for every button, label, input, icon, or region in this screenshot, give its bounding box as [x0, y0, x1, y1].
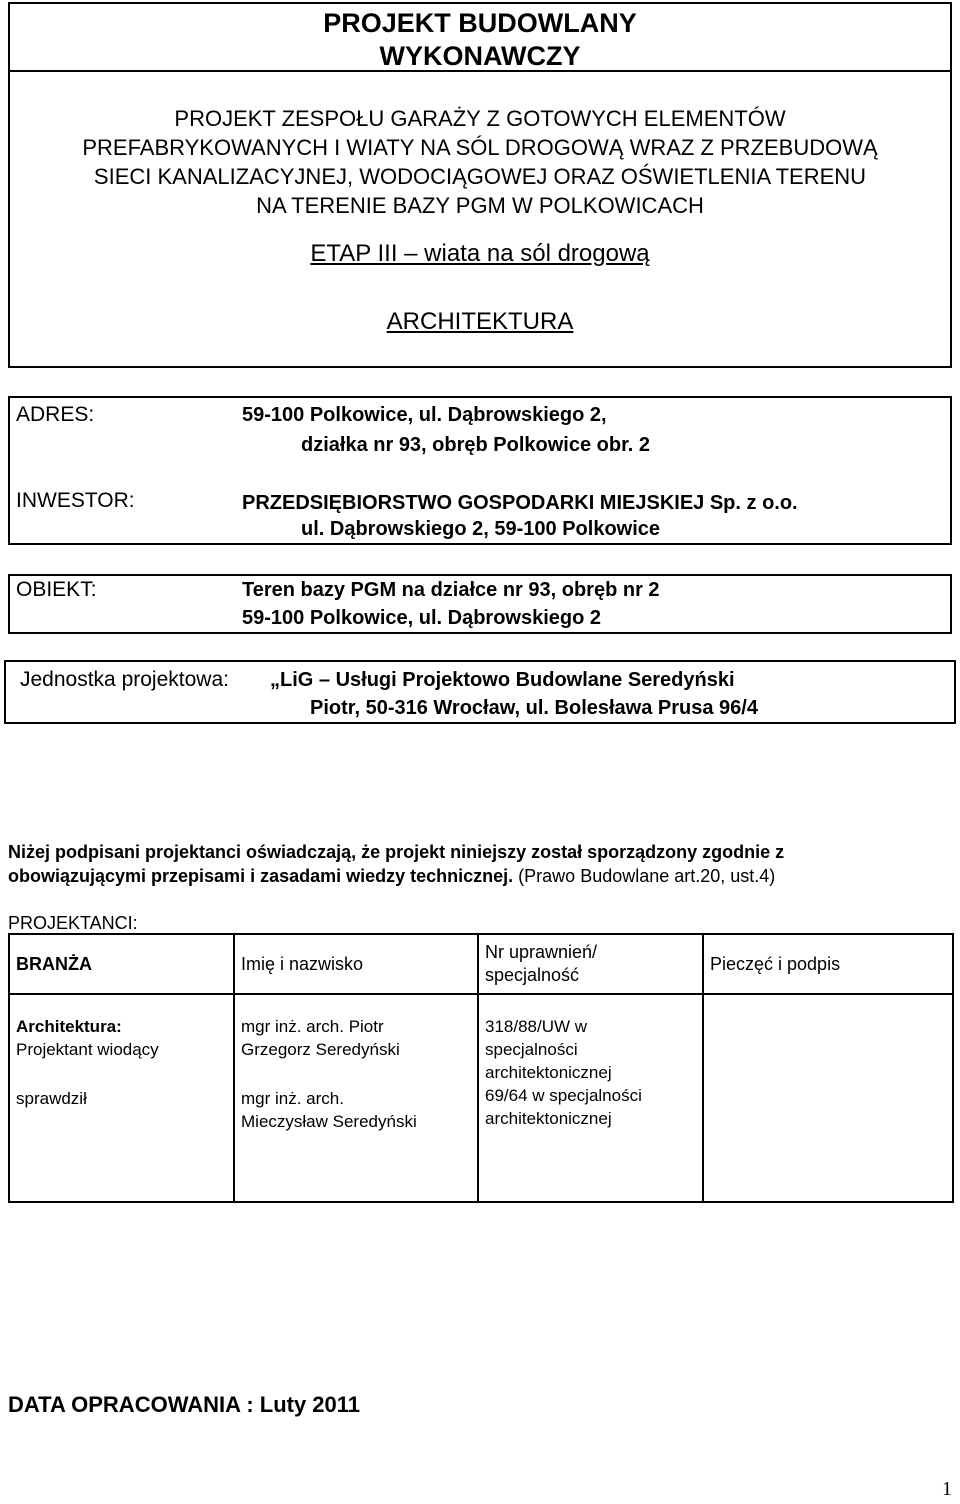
address-line2: działka nr 93, obręb Polkowice obr. 2 — [301, 434, 651, 456]
header-license-line1: Nr uprawnień/ — [485, 942, 598, 962]
row1-license-line3: architektonicznej — [485, 1063, 612, 1082]
header-license — [478, 934, 703, 994]
project-stage: ETAP III – wiata na sól drogową — [310, 240, 650, 267]
row1-name-line1: mgr inż. arch. Piotr — [241, 1017, 384, 1036]
project-title-line2: PREFABRYKOWANYCH I WIATY NA SÓL DROGOWĄ WRAZ Z PRZEBUDOWĄ — [82, 135, 878, 160]
object-line2: 59-100 Polkowice, ul. Dąbrowskiego 2 — [242, 607, 602, 629]
document-title-line1: PROJEKT BUDOWLANY — [323, 8, 637, 38]
row2-role: sprawdził — [16, 1089, 87, 1108]
row1-license-line2: specjalności — [485, 1040, 578, 1059]
object-label: OBIEKT: — [16, 578, 97, 601]
row-branch-cell — [9, 994, 234, 1202]
row-name-cell — [234, 994, 478, 1202]
row1-name-line2: Grzegorz Seredyński — [241, 1040, 400, 1059]
investor-line1: PRZEDSIĘBIORSTWO GOSPODARKI MIEJSKIEJ Sp. z o.o. — [242, 492, 798, 514]
design-unit-label: Jednostka projektowa: — [20, 668, 229, 691]
project-title-line1: PROJEKT ZESPOŁU GARAŻY Z GOTOWYCH ELEMENTÓW — [174, 106, 786, 131]
investor-line2: ul. Dąbrowskiego 2, 59-100 Polkowice — [301, 518, 661, 540]
designers-table-header — [9, 934, 953, 994]
preparation-date: DATA OPRACOWANIA : Luty 2011 — [8, 1392, 361, 1417]
project-box — [8, 70, 952, 368]
row-stamp-cell — [703, 994, 953, 1202]
header-branch — [9, 934, 234, 994]
project-title-line4: NA TERENIE BAZY PGM W POLKOWICACH — [256, 193, 704, 218]
page-number: 1 — [942, 1478, 952, 1500]
statement-line2 — [8, 866, 775, 887]
designers-label: PROJEKTANCI: — [8, 913, 138, 933]
document-title-line2: WYKONAWCZY — [379, 41, 581, 71]
investor-label: INWESTOR: — [16, 489, 135, 512]
row2-name-line1: mgr inż. arch. — [241, 1089, 344, 1108]
designers-table — [8, 933, 954, 1203]
statement-law-reference: (Prawo Budowlane art.20, ust.4) — [513, 866, 776, 886]
design-unit-line2: Piotr, 50-316 Wrocław, ul. Bolesława Prusa 96/4 — [310, 697, 758, 719]
design-unit-line1: „LiG – Usługi Projektowo Budowlane Seredyński — [270, 669, 735, 691]
row2-name-line2: Mieczysław Seredyński — [241, 1112, 417, 1131]
object-line1: Teren bazy PGM na działce nr 93, obręb nr 2 — [242, 579, 660, 601]
address-investor-box — [8, 396, 952, 545]
address-label: ADRES: — [16, 403, 95, 426]
table-row — [9, 994, 953, 1202]
header-name — [234, 934, 478, 994]
row1-branch: Architektura: — [16, 1017, 122, 1036]
project-branch: ARCHITEKTURA — [386, 308, 574, 335]
row2-license-line1: 69/64 w specjalności — [485, 1086, 642, 1105]
title-box — [8, 2, 952, 72]
row-license-cell — [478, 994, 703, 1202]
header-stamp — [703, 934, 953, 994]
design-unit-box — [4, 660, 956, 724]
header-branch-text: BRANŻA — [16, 953, 92, 974]
row1-role: Projektant wiodący — [16, 1040, 159, 1059]
header-license-line2: specjalność — [485, 965, 580, 985]
address-line1: 59-100 Polkowice, ul. Dąbrowskiego 2, — [242, 404, 607, 426]
statement-line1: Niżej podpisani projektanci oświadczają, że projekt niniejszy został sporządzony zgodnie z — [8, 842, 785, 862]
object-box — [8, 574, 952, 634]
header-stamp-text: Pieczęć i podpis — [710, 953, 841, 974]
project-title-line3: SIECI KANALIZACYJNEJ, WODOCIĄGOWEJ ORAZ OŚWIETLENIA TERENU — [93, 164, 867, 189]
header-name-text: Imię i nazwisko — [241, 953, 364, 974]
row2-license-line2: architektonicznej — [485, 1109, 612, 1128]
row1-license-line1: 318/88/UW w — [485, 1017, 588, 1036]
statement-line2-bold: obowiązującymi przepisami i zasadami wiedzy technicznej. — [8, 866, 514, 886]
